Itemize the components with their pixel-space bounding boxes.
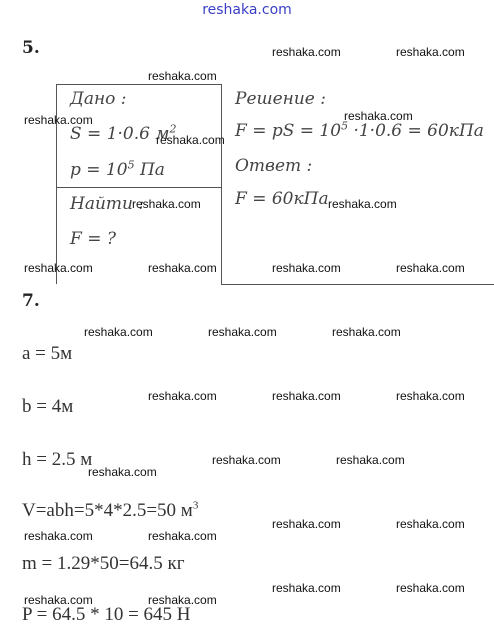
equation-mass: m = 1.29*50=64.5 кг bbox=[22, 553, 185, 574]
find-header: Найти : bbox=[70, 194, 145, 214]
site-title: reshaka.com bbox=[202, 2, 292, 18]
watermark: reshaka.com bbox=[148, 529, 217, 543]
watermark: reshaka.com bbox=[132, 197, 201, 211]
watermark: reshaka.com bbox=[396, 581, 465, 595]
watermark: reshaka.com bbox=[24, 113, 93, 127]
watermark: reshaka.com bbox=[332, 325, 401, 339]
watermark: reshaka.com bbox=[396, 45, 465, 59]
solution-header: Решение : bbox=[235, 89, 327, 109]
watermark: reshaka.com bbox=[396, 261, 465, 275]
problem-7-number: 7. bbox=[22, 291, 40, 311]
watermark: reshaka.com bbox=[344, 109, 413, 123]
problem-5-number: 5. bbox=[22, 38, 40, 58]
watermark: reshaka.com bbox=[88, 465, 157, 479]
watermark: reshaka.com bbox=[396, 517, 465, 531]
equation-volume: V=abh=5*4*2.5=50 $м^3$ bbox=[22, 499, 199, 521]
watermark: reshaka.com bbox=[148, 69, 217, 83]
watermark: reshaka.com bbox=[24, 593, 93, 607]
given-pressure: $p = 10^5$ Па bbox=[70, 158, 165, 180]
watermark: reshaka.com bbox=[212, 453, 281, 467]
watermark: reshaka.com bbox=[148, 389, 217, 403]
table-divider bbox=[221, 84, 222, 284]
table-bottom-border bbox=[221, 284, 494, 285]
given-header: Дано : bbox=[70, 89, 127, 109]
given-area: S = 1·0.6 $м^2$ bbox=[70, 122, 177, 144]
equation-a: a = 5м bbox=[22, 343, 73, 364]
watermark: reshaka.com bbox=[328, 197, 397, 211]
table-top-border bbox=[56, 84, 222, 85]
equation-b: b = 4м bbox=[22, 396, 74, 417]
equation-weight: P = 64.5 * 10 = 645 Н bbox=[22, 604, 191, 625]
watermark: reshaka.com bbox=[148, 593, 217, 607]
watermark: reshaka.com bbox=[336, 453, 405, 467]
watermark: reshaka.com bbox=[148, 261, 217, 275]
watermark: reshaka.com bbox=[24, 529, 93, 543]
watermark: reshaka.com bbox=[396, 389, 465, 403]
watermark: reshaka.com bbox=[156, 133, 225, 147]
table-mid-border bbox=[56, 187, 222, 188]
watermark: reshaka.com bbox=[272, 389, 341, 403]
watermark: reshaka.com bbox=[208, 325, 277, 339]
watermark: reshaka.com bbox=[272, 517, 341, 531]
watermark: reshaka.com bbox=[272, 581, 341, 595]
solution-formula: F = pS = $10^5 \cdot 1\cdot 0.6 = 60кПа$ bbox=[235, 119, 484, 141]
equation-h: h = 2.5 м bbox=[22, 449, 93, 470]
watermark: reshaka.com bbox=[24, 261, 93, 275]
answer-value: F = 60кПа bbox=[235, 189, 329, 209]
answer-header: Ответ : bbox=[235, 156, 313, 176]
watermark: reshaka.com bbox=[84, 325, 153, 339]
watermark: reshaka.com bbox=[272, 45, 341, 59]
watermark: reshaka.com bbox=[272, 261, 341, 275]
find-value: F = ? bbox=[70, 229, 116, 249]
